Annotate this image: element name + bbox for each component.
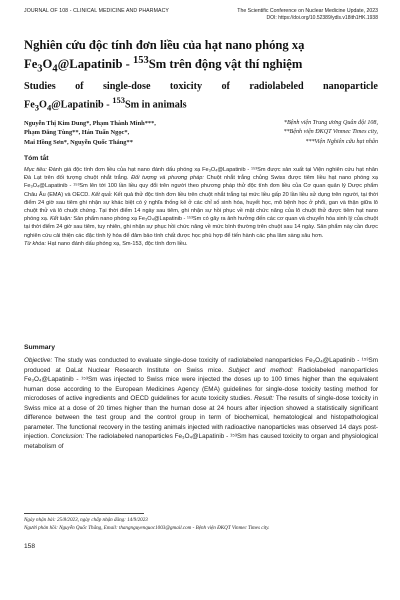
label-result: Kết quả: xyxy=(89,191,113,198)
author-line: Mai Hồng Sơn*, Nguyễn Quốc Thắng** xyxy=(24,138,133,146)
summary-heading: Summary xyxy=(24,344,55,351)
abstract-vi-keywords xyxy=(24,240,378,248)
author-list xyxy=(24,119,224,147)
formula-sub: 4 xyxy=(52,63,58,75)
author-line: Phạm Đăng Tùng**, Hán Tuấn Ngọc*, xyxy=(24,129,130,137)
title-word: nanoparticle xyxy=(323,81,378,92)
title-word: toxicity xyxy=(169,81,203,92)
title-word: of xyxy=(221,81,230,92)
footnote-dates: Ngày nhận bài: 25/8/2023, ngày chấp nhận đăng: 14/9/2023 xyxy=(24,517,148,523)
text-objective: Đánh giá độc tính đơn liều của hạt nano đánh dấu phóng xạ Fe₃O₄@Lapatinib - ¹⁵³Sm được sản xuất tại Viện nghiên cứu hạt nhân Đà Lạt trên đối tượng chuột nhắt trắng. xyxy=(24,167,378,182)
vietnamese-title-line1: Nghiên cứu độc tính đơn liều của hạt nano phóng xạ xyxy=(24,38,305,52)
english-title-line2 xyxy=(24,94,378,114)
title-word: single-dose xyxy=(102,81,151,92)
formula-fe: Fe xyxy=(24,98,35,110)
title-word: of xyxy=(75,81,84,92)
title-rest: Sm in animals xyxy=(124,98,187,110)
formula-o: O xyxy=(42,57,53,72)
label-objective: Mục tiêu: xyxy=(24,167,47,173)
label-objective: Objective: xyxy=(24,357,53,364)
formula-drug: @Lapatinib - xyxy=(57,57,133,72)
affiliation-line: **Bệnh viện ĐKQT Vinmec Times city, xyxy=(283,129,378,136)
english-title-line1 xyxy=(24,81,378,94)
text-conclusion: The radiolabeled nanoparticles Fe₃O₄@Lapatinib - ¹⁵³Sm has caused toxicity to organ and physiological metabolism of xyxy=(24,433,378,450)
summary-body xyxy=(24,356,378,451)
text-objective: The study was conducted to evaluate single-dose toxicity of radiolabeled nanoparticles Fe₃O₄@Lapatinib - ¹⁵³Sm produced at DaLat Nuclear Research Institute on Swiss mice. xyxy=(24,357,378,374)
author-line: Nguyễn Thị Kim Dung*, Phạm Thành Minh***, xyxy=(24,120,156,127)
journal-name: JOURNAL OF 108 - CLINICAL MEDICINE AND PHARMACY xyxy=(24,8,169,14)
conference-name: The Scientific Conference on Nuclear Medicine Update, 2023 xyxy=(237,8,378,14)
affiliation-list xyxy=(222,119,378,147)
formula-drug: @Lapatinib - xyxy=(51,98,113,110)
label-conclusion: Kết luận: xyxy=(48,216,72,223)
affiliation-line: ***Viện Nghiên cứu hạt nhân xyxy=(305,138,378,145)
text-conclusion: Sản phẩm nano phóng xạ Fe₃O₄@Lapatinib - ¹⁵³Sm có gây ra ảnh hưởng đến các cơ quan và chuyển hóa sinh lý của chuột tại thời điểm 24 giờ sau tiêm, tuy nhiên, ghi nhận sự phục hồi chức năng về mức bình thường trên chuột sau 14 ngày. Sản phẩm này cần được nghiên cứu cải thiện các đặc tính lý hóa để đảm bảo tính chất được học phù hợp để tiến hành các pha lâm sàng sâu hơn. xyxy=(24,216,379,239)
isotope-mass: 153 xyxy=(133,55,149,66)
formula-sub: 4 xyxy=(46,101,52,112)
text-result: Kết quả thử độc tính đơn liều trên chuột nhắt trắng tại mức liều gấp 20 lần liều sử dụng trên người, tại thời điểm 24 giờ sau tiêm ghi nhận sự khác biệt có ý nghĩa thống kê ở các chỉ số sinh hóa, huyết học, mô bệnh học ở phổi, gan và thận giữa lô chuột thử và lô chuột chứng. Tại thời điểm 14 ngày sau tiêm, ghi nhận sự hồi phục về mặt chức năng của lô chuột thử được tiêm hạt nano phóng xạ. xyxy=(24,191,378,223)
abstract-vi-body xyxy=(24,166,378,248)
title-word: Studies xyxy=(24,81,56,92)
title-rest: Sm trên động vật thí nghiệm xyxy=(148,57,303,72)
text-result: The results of single-dose toxicity in Swiss mice at a dose of 20 times higher than the human dose at 24 hours after injection showed a statistically significant difference between the test group and the control group in term of biochemical, hematological and histopathological parameter. The functional recovery in the testing animals injected with radioactive nanoparticles was observed 14 days post-injection. xyxy=(24,395,378,440)
english-title xyxy=(24,81,378,113)
label-method: Đối tượng và phương pháp: xyxy=(128,175,204,182)
vietnamese-title xyxy=(24,38,378,77)
vietnamese-title-line2 xyxy=(24,53,378,77)
text-method: Chuột nhắt trắng chủng Swiss được tiêm liều hạt nano phóng xạ Fe₃O₄@Lapatinib - ¹⁵³Sm lên tới 100 lần liều quy đổi trên người theo phương pháp thử độc tính đơn liều của Cơ quan quản lý Dược phẩm Châu Âu (EMA) và OECD. xyxy=(24,175,378,198)
running-header xyxy=(24,8,378,32)
isotope-mass: 153 xyxy=(112,94,125,105)
doi-link[interactable]: DOI: https://doi.org/10.52389/ydls.v18ith1HK.1938 xyxy=(266,15,378,21)
footnote-contact: Người phản hồi: Nguyễn Quốc Thắng, Email: thangnguyenquoc1003@gmail.com - Bệnh viện ĐKQT Vinmec Times city. xyxy=(24,524,270,531)
footnote-divider xyxy=(24,513,144,514)
text-method: Radiolabeled nanoparticles Fe₃O₄@Lapatinib - ¹⁵³Sm was injected to Swiss mice were injected the doses up to 100 times higher than the equivalent human dose according to the European Medicines Agency (EMA) guidelines for single-dose toxicity testing method for microdoses of active ingredients and OECD guidelines for acute toxicity studies. xyxy=(24,366,378,402)
formula-sub: 3 xyxy=(34,101,39,112)
label-result: Result: xyxy=(251,395,274,402)
footnotes xyxy=(24,517,378,532)
affiliation-line: *Bệnh viện Trung ương Quân đội 108, xyxy=(283,120,378,126)
formula-o: O xyxy=(39,98,47,110)
abstract-vi-heading: Tóm tắt xyxy=(24,155,49,162)
formula-sub: 3 xyxy=(37,63,43,75)
title-word: radiolabeled xyxy=(249,81,304,92)
text-keywords: Hạt nano đánh dấu phóng xạ, Sm-153, độc tính đơn liều. xyxy=(46,240,188,247)
label-keywords: Từ khóa: xyxy=(24,240,47,247)
page-number: 158 xyxy=(24,543,36,550)
label-conclusion: Conclusion: xyxy=(49,433,85,440)
formula-fe: Fe xyxy=(24,57,38,72)
abstract-vi-paragraph xyxy=(24,166,378,240)
label-method: Subject and method: xyxy=(223,366,294,374)
